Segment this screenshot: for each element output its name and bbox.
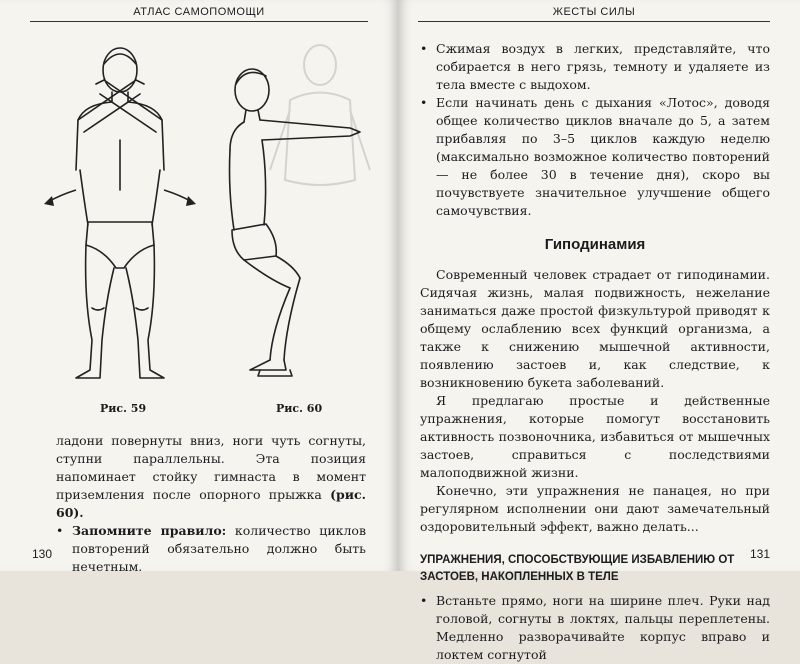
right-page-number: 131: [749, 547, 770, 561]
continuation-text: ладони повернуты вниз, ноги чуть согнуты, ступни параллельны. Эта позиция напоминает стойку гимнаста в момент приземления после опорного прыжка: [56, 433, 366, 502]
paragraph-3: Конечно, эти упражнения не панацея, но при регулярном исполнении они дают замечательный оздоровительный эффект, важно делать...: [420, 483, 770, 534]
left-body-text: [56, 432, 366, 576]
left-page-number: 130: [32, 547, 53, 561]
left-running-head: АТЛАС САМОПОМОЩИ: [30, 6, 368, 22]
figure-60-illustration: [210, 60, 370, 390]
breathing-bullet-1: • Сжимая воздух в легких, представляйте, что собирается в него грязь, темноту и удаляете из тела вместе с выдохом.: [420, 40, 770, 94]
rule-text: количество циклов повторений обязательно должно быть нечетным.: [72, 523, 366, 574]
left-page: [0, 0, 398, 574]
exercise-bullet: • Встаньте прямо, ноги на ширине плеч. Руки над головой, согнуты в локтях, пальцы переплетены. Медленно разворачивайте корпус вправо и локтем согнутой: [420, 592, 770, 664]
paragraph-2: Я предлагаю простые и действенные упражнения, которые помогут восстановить активность позвоночника, избавиться от мышечных застоев, справиться с последствиями малоподвижной жизни.: [420, 393, 770, 480]
paragraph-1: Современный человек страдает от гиподинамии. Сидячая жизнь, малая подвижность, нежелание заниматься даже простой физкультурой приводят к общему ослаблению всех функций организма, а также к снижению мышечной активности, появлению застоев и, как следствие, к возникновению букета заболеваний.: [420, 267, 770, 390]
right-page: [398, 0, 800, 662]
exercise-subheading: УПРАЖНЕНИЯ, СПОСОБСТВУЮЩИЕ ИЗБАВЛЕНИЮ ОТ ЗАСТОЕВ, НАКОПЛЕННЫХ В ТЕЛЕ: [420, 554, 735, 583]
figure-59-caption: Рис. 59: [100, 402, 147, 415]
figure-59-illustration: [40, 40, 200, 390]
rule-label: Запомните правило:: [72, 523, 227, 538]
rule-bullet: [56, 522, 366, 576]
figure-reference: (рис. 60).: [56, 487, 366, 520]
figure-60-caption: Рис. 60: [276, 402, 323, 415]
breathing-bullet-2: • Если начинать день с дыхания «Лотос», доводя общее количество циклов вначале до 5, а затем прибавляя по 3–5 циклов каждую неделю (максимально возможное количество повторений — не более 30 в течение дня), скоро вы почувствуете значительное улучшение общего самочувствия.: [420, 94, 770, 220]
right-running-head: ЖЕСТЫ СИЛЫ: [418, 6, 770, 22]
section-heading: Гиподинамия: [544, 236, 646, 253]
continuation-paragraph: [56, 432, 366, 522]
right-body-text: [420, 40, 770, 664]
